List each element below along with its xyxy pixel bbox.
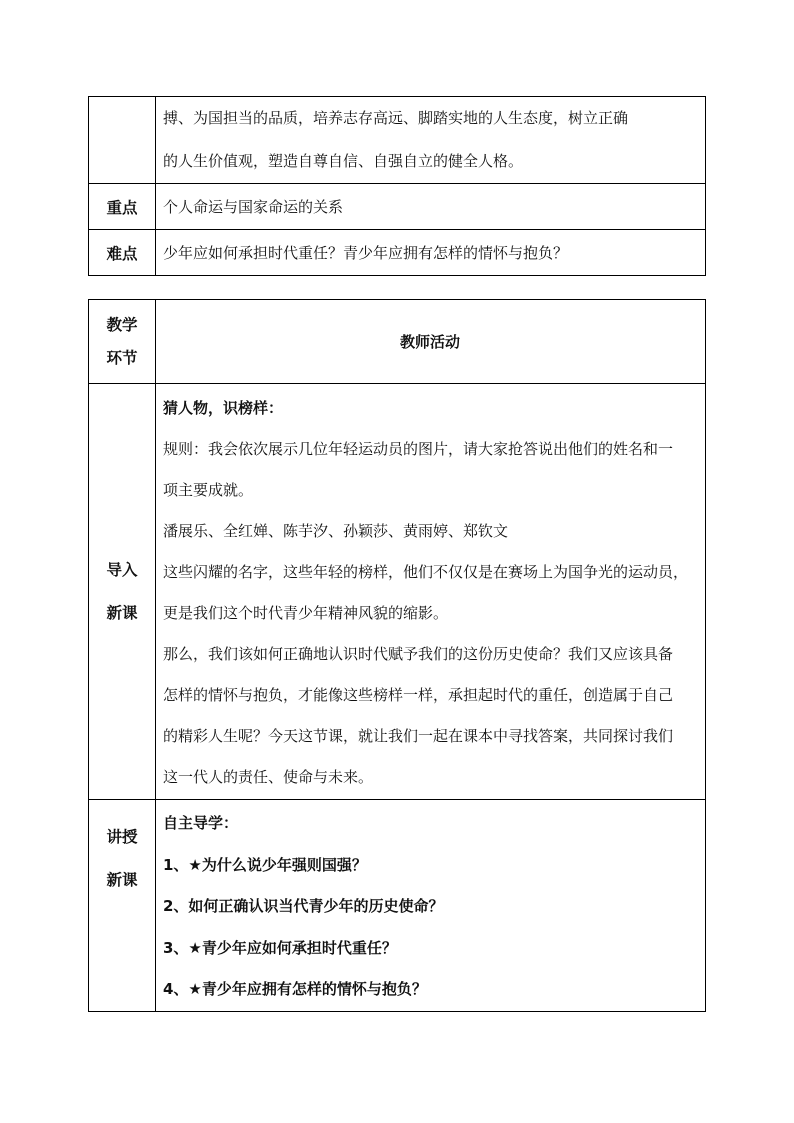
objectives-label-cell: [89, 97, 156, 184]
key-point-label: 重点: [89, 184, 156, 230]
difficulty-label: 难点: [89, 230, 156, 276]
intro-line: 的精彩人生呢？今天这节课，就让我们一起在课本中寻找答案，共同探讨我们: [163, 726, 674, 745]
lecture-heading: 自主导学：: [163, 814, 239, 832]
difficulty-text: 少年应如何承担时代重任？青少年应拥有怎样的情怀与抱负？: [156, 230, 706, 276]
lecture-question: 4、★青少年应拥有怎样的情怀与抱负？: [163, 980, 427, 998]
intro-line: 这些闪耀的名字，这些年轻的榜样，他们不仅仅是在赛场上为国争光的运动员，: [163, 562, 689, 581]
intro-line: 怎样的情怀与抱负，才能像这些榜样一样，承担起时代的重任，创造属于自己: [163, 685, 674, 704]
stage-header-label: 教学 环节: [89, 300, 156, 384]
intro-line: 那么，我们该如何正确地认识时代赋予我们的这份历史使命？我们又应该具备: [163, 644, 674, 663]
teaching-process-table: [88, 299, 706, 1012]
intro-line: 更是我们这个时代青少年精神风貌的缩影。: [163, 603, 449, 622]
lecture-question: 2、如何正确认识当代青少年的历史使命？: [163, 897, 444, 915]
intro-heading: 猜人物，识榜样：: [163, 398, 284, 417]
lecture-question: 3、★青少年应如何承担时代重任？: [163, 938, 397, 957]
intro-stage-label: 导入 新课: [89, 384, 156, 800]
intro-line: 规则：我会依次展示几位年轻运动员的图片，请大家抢答说出他们的姓名和一: [163, 439, 674, 458]
intro-line: 潘展乐、全红婵、陈芋汐、孙颖莎、黄雨婷、郑钦文: [163, 521, 509, 540]
objectives-line: 的人生价值观，塑造自尊自信、自强自立的健全人格。: [163, 152, 524, 170]
teacher-activity-header: 教师活动: [156, 300, 706, 384]
intro-content: [156, 384, 706, 800]
key-point-text: 个人命运与国家命运的关系: [156, 184, 706, 230]
intro-line: 这一代人的责任、使命与未来。: [163, 767, 374, 786]
lecture-stage-label: 讲授 新课: [89, 800, 156, 1012]
lecture-content: [156, 800, 706, 1012]
lecture-question: 1、★为什么说少年强则国强？: [163, 855, 367, 874]
objectives-table: [88, 96, 706, 276]
objectives-text-cell: [156, 97, 706, 184]
objectives-line: 搏、为国担当的品质，培养志存高远、脚踏实地的人生态度，树立正确: [163, 109, 629, 127]
intro-line: 项主要成就。: [163, 480, 254, 499]
